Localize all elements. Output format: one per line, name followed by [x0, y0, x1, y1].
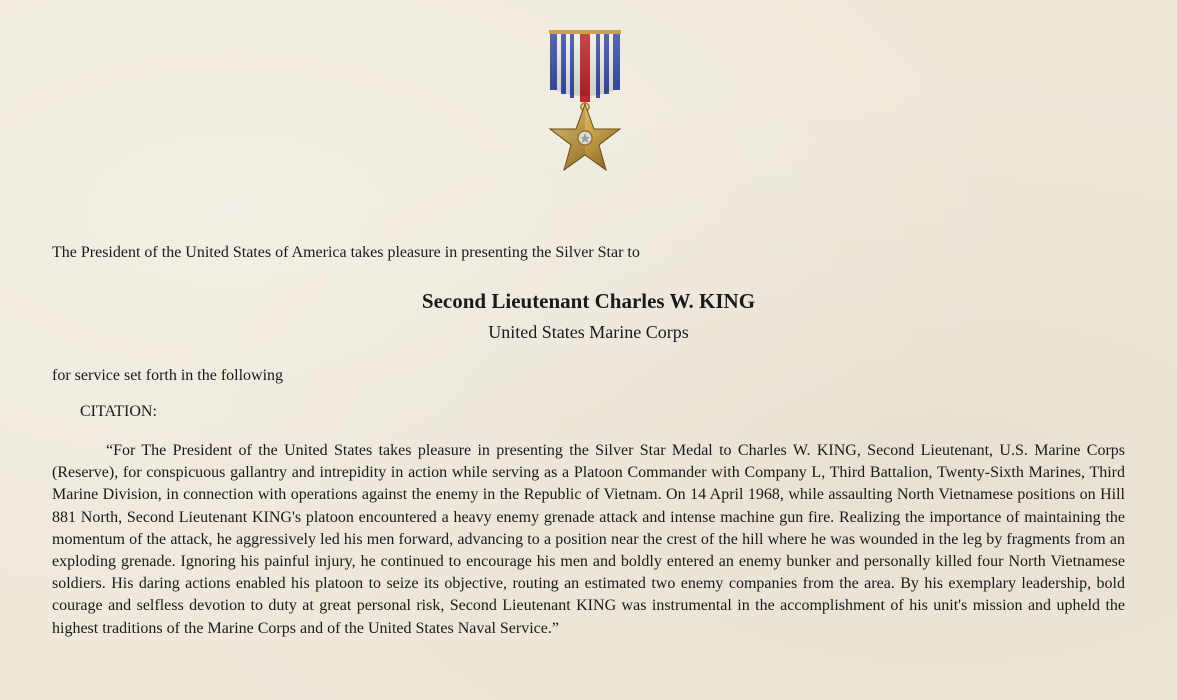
recipient-name: Second Lieutenant Charles W. KING	[421, 289, 756, 313]
recipient-branch: United States Marine Corps	[488, 322, 689, 342]
citation-body: “For The President of the United States takes pleasure in presenting the Silver Star Medal to Charles W. KING, Second Lieutenant, U.S. Marine Corps (Reserve), for conspicuous gallantry and intrepidity in action while serving as a Platoon Commander with Company L, Third Battalion, Twenty-Sixth Marines, Third Marine Division, in connection with operations against the enemy in the Republic of Vietnam. On 14 April 1968, while assaulting North Vietnamese positions on Hill 881 North, Second Lieutenant KING's platoon encountered a heavy enemy grenade attack and intense machine gun fire. Realizing the importance of maintaining the momentum of the attack, he aggressively led his men forward, advancing to a position near the crest of the hill where he was wounded in the leg by fragments from an exploding grenade. Ignoring his painful injury, he continued to encourage his men and boldly entered an enemy bunker and personally killed four North Vietnamese soldiers. His daring actions enabled his platoon to seize its objective, routing an estimated two enemy companies from the area. By his exemplary leadership, bold courage and selfless devotion to duty at great personal risk, Second Lieutenant KING was instrumental in the accomplishment of his unit's mission and upheld the highest traditions of the Marine Corps and of the United States Naval Service.”	[52, 442, 1125, 637]
intro-text: The President of the United States of America takes pleasure in presenting the Silver Star to	[52, 244, 640, 261]
medal-star	[550, 104, 620, 170]
citation-heading: CITATION:	[80, 403, 157, 420]
silver-star-medal-icon	[540, 28, 632, 178]
medal-ribbon	[549, 30, 621, 102]
service-line: for service set forth in the following	[52, 367, 284, 384]
